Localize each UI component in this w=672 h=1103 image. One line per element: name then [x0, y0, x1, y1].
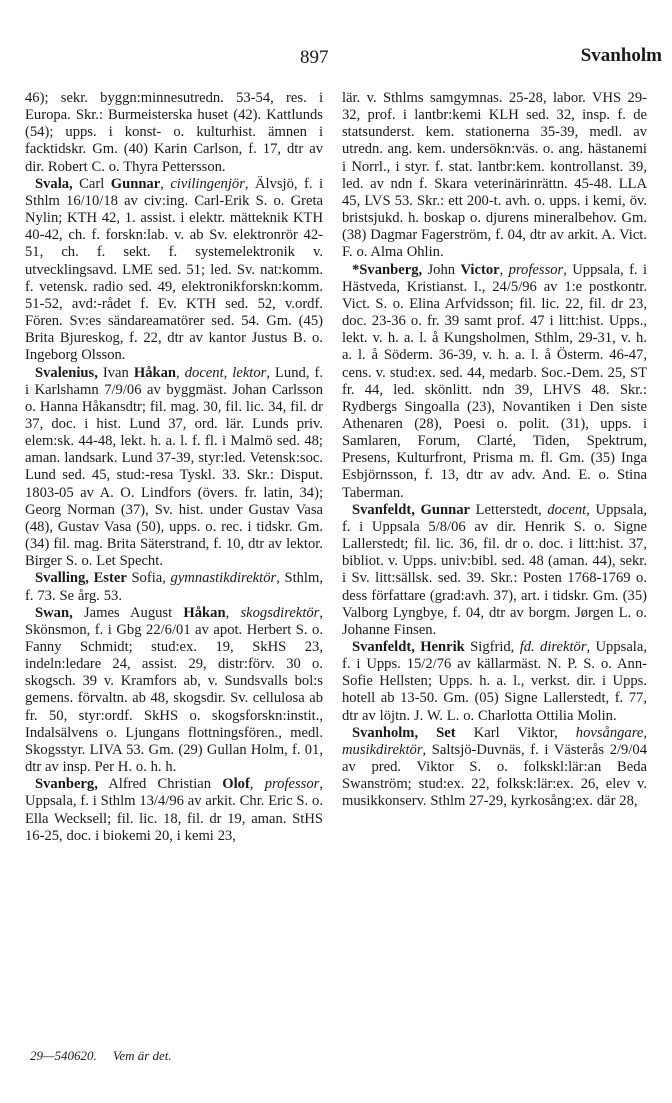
entry-surname: Swan,	[35, 604, 73, 621]
entry-text: , Uppsala, f. i Hästveda, Kristianst. l., 24/5/96 av 1:e postkontr. Vict. S. o. Elina Arfvidsson; fil. lic. 22, fil. dr 23, doc. 23-36 o. fr. 39 samt prof. 47 i litt:hist. Upps., lekt. v. h. a. l. å Kungsholmen, Sthlm, 29-31, v. h. a. l. å Söderm. 36-39, v. h. a. l. å Österm. 46-47, cens. v. stud:ex. sed. 44, medarb. Soc.-Dem. 25, ST fr. 44, led. skönlitt. ndn 39, LHVS 48. Skr.: Rydbergs Singoalla (23), Novantiken i Den siste Athenaren (28), Poesi o. polit. (31), upps. i Samlaren, Forum, Clarté, Tiden, Spektrum, Presens, Kulturfront, Prisma m. fl. Gm. (35) Inga Esbjörnsson, f. 13, dtr av adv. And. E. o. Stina Taberman.	[342, 261, 647, 501]
entry-given-names-rest: Karl Viktor,	[455, 724, 576, 741]
entry-text: , Älvsjö, f. i Sthlm 16/10/18 av civ:ing. Carl-Erik S. o. Greta Nylin; KTH 42, 1. assist. i elektr. mätteknik KTH 40-42, ch. f. forskn:lab. v. ab Sv. elektronrör 42-51, ch. f. sekt. f. systemelektronik v. utvecklingsavd. LME sed. 51; led. Sv. nat:komm. f. vetensk. radio sed. 49, elektronikforskn:komm. 51-52, avd:-rådet f. Ev. KTH sed. 52, v.ordf. Fören. Sv:es sändareamatörer sed. 54. Gm. (45) Brita Bjureskog, f. 22, dtr av kantor Justus B. o. Ingeborg Olsson.	[25, 175, 323, 364]
entry-surname: Svanfeldt,	[352, 501, 415, 518]
entry-occupation: professor	[508, 261, 564, 278]
entry-given-names-rest: Sigfrid,	[464, 639, 520, 655]
entry-text: 46); sekr. byggn:minnesutredn. 53-54, res. i Europa. Skr.: Burmeisterska huset (42). Kattlunds (54); upps. i konst- o. kulturhist. ämnen i facktidskr. Gm. (40) Karin Carlson, f. 17, dtr av dir. Robert C. o. Thyra Pettersson.	[25, 90, 323, 175]
entry-occupation: docent	[547, 501, 587, 518]
entry-call-name: Olof	[222, 776, 250, 793]
entry-given-names-rest: ,	[225, 604, 241, 621]
entry-marker: *	[352, 261, 360, 278]
entry-call-name: Set	[436, 724, 456, 741]
entry-call-name: Henrik	[420, 639, 465, 655]
entry-surname: Svanberg,	[35, 776, 98, 793]
entry-text: , Sthlm, f. 73. Se årg. 53.	[25, 570, 323, 604]
entry-given-names: Carl	[72, 175, 111, 192]
entry-call-name: Gunnar	[420, 501, 470, 518]
entry-surname: Svalling,	[35, 570, 89, 587]
left-column	[25, 90, 323, 845]
entry-occupation: hovsångare, musikdirektör	[342, 724, 647, 758]
entry-text: lär. v. Sthlms samgymnas. 25-28, labor. VHS 29-32, prof. i lantbr:kemi KLH sed. 32, insp. f. de statsunderst. kem. stationerna 35-39, medl. av utredn. ang. kem. undersökn:väs. o. ang. hästanemi i Norrl., i styr. f. stat. lantbr:kem. kontrollanst. 39, led. av ndn f. Skara veterinärinrättn. 45-48. LLA 45, LVS 53. Skr.: ett 200-t. avh. o. upps. i kemi, öv. bristsjukd. h. boskap o. djurens mineralbehov. Gm. (38) Dagmar Fagerström, f. 04, dtr av arkit. A. Vict. F. o. Alma Ohlin.	[342, 90, 647, 261]
footer	[30, 1048, 172, 1064]
entry-occupation: docent, lektor	[184, 364, 267, 381]
biography-entry	[25, 605, 323, 777]
biography-entry	[342, 502, 647, 639]
entry-call-name: Victor	[460, 261, 500, 278]
entry-surname: Svala,	[35, 175, 73, 192]
entry-given-names: James August	[72, 604, 184, 621]
entry-given-names-rest: ,	[249, 776, 265, 793]
entry-surname: Svalenius,	[35, 364, 98, 381]
biography-entry	[342, 639, 647, 725]
entry-surname: Svanholm,	[352, 724, 419, 741]
entry-text: , Skönsmon, f. i Gbg 22/6/01 av apot. Herbert S. o. Fanny Schmidt; stud:ex. 19, SkHS 23, indeln:ledare 24, assist. 29, distr:förv. 30 o. skogsch. 39 v. Kramfors ab, v. Sundsvalls bol:s gemens. förvaltn. ab 48, skogsdir. Sv. cellulosa ab fr. 50, styr:ordf. SkHS o. skogsforskn:instit., Indalsälvens o. Ljungans flottningsfören., medl. Skogsstyr. LIVA 53. Gm. (29) Gullan Holm, f. 01, dtr av insp. Per H. o. h. h.	[25, 604, 324, 776]
entry-surname: Svanberg,	[359, 261, 423, 278]
page-number: 897	[300, 47, 329, 68]
entry-given-names-rest: ,	[499, 261, 509, 278]
entry-call-name: Håkan	[133, 364, 177, 381]
entry-text: , Uppsala, f. i Sthlm 13/4/96 av arkit. Chr. Eric S. o. Ella Wecksell; fil. lic. 18, fil. dr 19, aman. StHS 16-25, doc. i biokemi 20, i kemi 23,	[25, 776, 323, 844]
entry-continuation	[342, 90, 647, 262]
entry-occupation: skogsdirektör	[240, 604, 320, 621]
biography-entry	[25, 570, 323, 604]
entry-occupation: professor	[264, 776, 320, 793]
entry-text: , Lund, f. i Karlshamn 7/9/06 av byggmäst. Johan Carlsson o. Hanna Håkansdtr; fil. mag. 30, fil. lic. 34, fil. dr 37, doc. i hist. Lund 37, ord. lär. Lunds priv. elem:sk. 44-48, lekt. h. a. l. f. fl. i Malmö sed. 48; aman. landsark. Lund 37-39, styr:led. Vetensk:soc. Lund sed. 45, stud:-resa Tyskl. 33. Skr.: Disput. 1803-05 av A. O. Lindfors (övers. fr. latin, 34); Georg Norman (37), Sv. hist. under Gustav Vasa (48), Gustav Vasa (50), upps. o. rec. i tidskr. Gm. (34) fil. mag. Brita Säterstrand, f. 10, dtr av lektor. Birger S. o. Let Specht.	[25, 364, 324, 570]
entry-call-name: Gunnar	[110, 175, 161, 192]
entry-given-names: Ivan	[97, 364, 134, 381]
footer-note: Vem är det.	[112, 1048, 172, 1063]
biography-entry	[25, 365, 323, 571]
printer-signature: 29—540620.	[30, 1048, 97, 1063]
entry-given-names-rest: ,	[160, 175, 171, 192]
entry-given-names-rest: Sofia,	[126, 570, 171, 587]
biography-entry	[342, 262, 647, 502]
entry-text: , Uppsala, f. i Upps. 15/2/76 av källarmäst. N. P. S. o. Ann-Sofie Hellsten; Upps. h. a. l., verkst. dir. i Upps. hotell ab 13-50. Gm. (05) Signe Lallerstedt, f. 77, dtr av löjtn. J. W. L. o. Charlotta Ottilia Molin.	[342, 639, 647, 724]
right-column	[342, 90, 647, 811]
entry-text: , Saltsjö-Duvnäs, f. i Västerås 2/9/04 av pred. Viktor S. o. folkskl:lär:an Beda Swanström; stud:ex. 22, folksk:lär:ex. 26, elev v. musikkonserv. Sthlm 27-29, kyrkosång:ex. där 28,	[342, 741, 647, 810]
entry-occupation: civilingenjör	[170, 175, 245, 192]
entry-given-names-rest: ,	[176, 364, 185, 381]
running-head: Svanholm	[580, 45, 662, 66]
entry-continuation	[25, 90, 323, 176]
biography-entry	[25, 776, 323, 845]
entry-surname: Svanfeldt,	[352, 639, 415, 655]
biography-entry	[342, 725, 647, 811]
entry-occupation: gymnastikdirektör	[170, 570, 277, 587]
entry-call-name: Ester	[93, 570, 127, 587]
entry-call-name: Håkan	[183, 604, 226, 621]
entry-given-names: Alfred Christian	[97, 776, 223, 793]
entry-given-names-rest: Letterstedt,	[469, 501, 548, 518]
entry-occupation: fd. direktör	[519, 639, 587, 655]
biography-entry	[25, 176, 323, 365]
entry-given-names: John	[422, 261, 461, 278]
entry-text: , Uppsala, f. i Uppsala 5/8/06 av dir. Henrik S. o. Signe Lallerstedt; fil. lic. 36, fil. dr o. doc. i litt:hist. 37, bibliot. v. Upps. univ:bibl. sed. 48 (aman. 44), sekr. i Sv. litt:sällsk. sed. 39. Skr.: Posten 1768-1769 o. dess författare (grad:avh. 37), art. i tidskr. Gm. (35) Valborg Lyngbye, f. 04, dtr av borgm. Jørgen L. o. Johanne Finsen.	[342, 501, 647, 638]
entry-given-names	[418, 725, 436, 741]
